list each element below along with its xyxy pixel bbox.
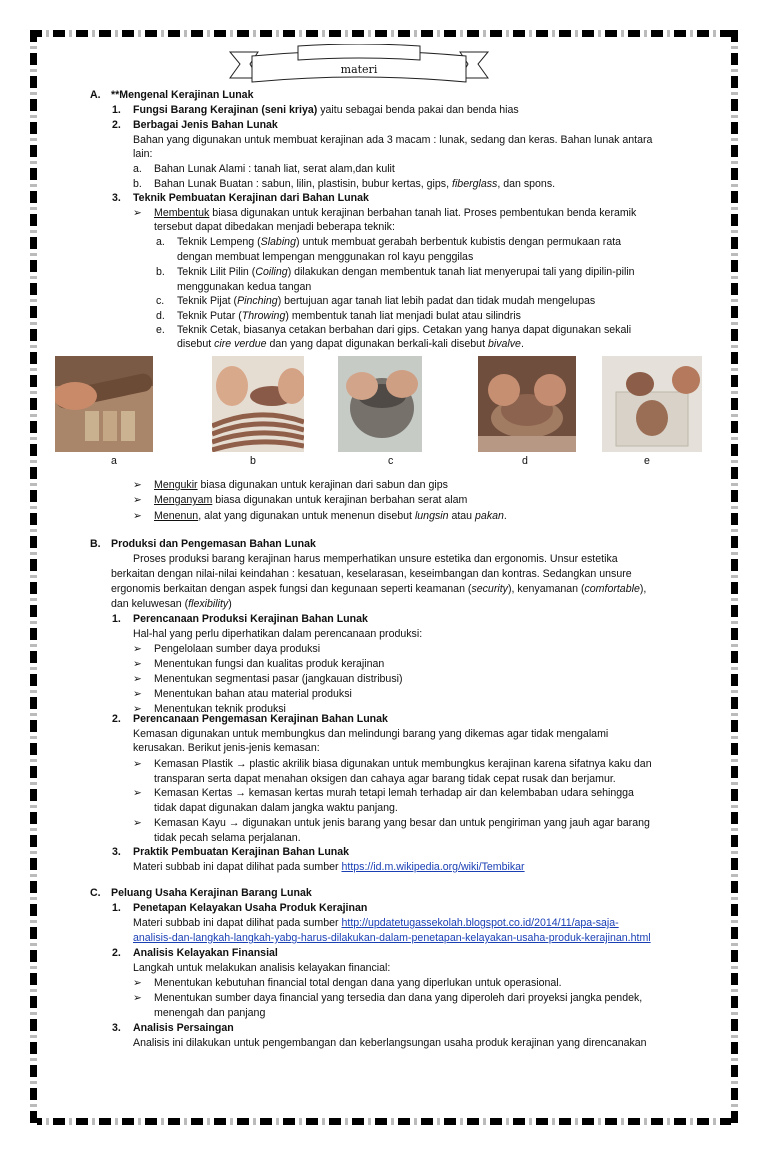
b-para-l4-i: flexibility [188, 598, 229, 610]
banner-title: materi [340, 63, 378, 76]
a-item2-b-mark: b. [133, 178, 142, 190]
menenun-item [154, 509, 507, 524]
b-item3-title: Praktik Pembuatan Kerajinan Bahan Lunak [133, 846, 350, 858]
photo-casting-graphic [602, 356, 702, 452]
bullet-item: Menentukan fungsi dan kualitas produk kerajinan [154, 658, 385, 670]
c-item2-intro: Langkah untuk melakukan analisis kelayakan financial: [133, 962, 391, 974]
section-a-heading: **Mengenal Kerajinan Lunak [111, 89, 254, 101]
b-item1-title: Perencanaan Produksi Kerajinan Bahan Lunak [133, 613, 368, 625]
mengukir-text: biasa digunakan untuk kerajinan dari sabun dan gips [197, 479, 448, 491]
c-item1-num: 1. [112, 902, 121, 914]
photo-pinching [338, 356, 422, 452]
membentuk-term: Membentuk [154, 207, 210, 219]
c-item3-title: Analisis Persaingan [133, 1022, 234, 1034]
section-a-marker: A. [90, 89, 101, 101]
blogspot-link-part1[interactable]: http://updatetugassekolah.blogspot.co.id/2014/11/apa-saja- [341, 917, 619, 929]
a-item1-text [133, 103, 519, 118]
c-item2-b1: Menentukan kebutuhan financial total dengan dana yang diperlukan untuk operasional. [154, 977, 562, 989]
tech-e-mid: dan yang dapat digunakan berkali-kali disebut [266, 338, 488, 350]
wikipedia-link[interactable]: https://id.m.wikipedia.org/wiki/Tembikar [341, 861, 525, 873]
a-item1-num: 1. [112, 104, 121, 116]
c-item1-link-line2 [133, 931, 651, 946]
technique-pre: Teknik Lempeng ( [177, 236, 261, 248]
technique-continuation: dengan membuat lempengan menggunakan rol kayu penggilas [177, 251, 474, 263]
page-border-right [731, 30, 738, 1125]
menenun-ital2: pakan [475, 510, 504, 522]
technique-ital: Coiling [255, 266, 288, 278]
mengukir-arrow-icon: ➢ [133, 479, 142, 491]
caption-c: c [388, 455, 394, 467]
b-item1-intro: Hal-hal yang perlu diperhatikan dalam perencanaan produksi: [133, 628, 423, 640]
technique-post: ) untuk membuat gerabah berbentuk kubistis dengan permukaan rata [295, 236, 622, 248]
a-item2-title: Berbagai Jenis Bahan Lunak [133, 119, 278, 131]
membentuk-arrow-icon: ➢ [133, 207, 142, 219]
technique-ital: Pinching [237, 295, 278, 307]
menenun-post: . [503, 510, 507, 522]
kayu-line2: tidak pecah selama perjalanan. [154, 832, 301, 844]
c-item3-text: Analisis ini dilakukan untuk pengembangan dan keberlangsungan usaha produk kerajinan yang direncanakan [133, 1037, 647, 1049]
section-c-heading: Peluang Usaha Kerajinan Barang Lunak [111, 887, 312, 899]
b-para-l3-i2: comfortable [584, 583, 640, 595]
menganyam-arrow-icon: ➢ [133, 494, 142, 506]
caption-e: e [644, 455, 650, 467]
page-border-bottom [30, 1118, 738, 1125]
membentuk-text: biasa digunakan untuk kerajinan berbahan tanah liat. Proses pembentukan benda keramik [209, 207, 637, 219]
tech-e-ital2: bivalve [487, 338, 521, 350]
c-item2-b2-line2: menengah dan panjang [154, 1007, 266, 1019]
technique-pre: Teknik Pijat ( [177, 295, 238, 307]
technique-mark: d. [156, 310, 165, 322]
page-border-top [30, 30, 738, 37]
technique-continuation: menggunakan kedua tangan [177, 281, 312, 293]
kayu-line1: Kemasan Kayu → digunakan untuk jenis barang yang besar dan untuk pengiriman yang jauh agar barang [154, 817, 650, 829]
b-para-l3-post: ), [639, 583, 647, 595]
bullet-item: Pengelolaan sumber daya produksi [154, 643, 321, 655]
technique-pre: Teknik Cetak, biasanya cetakan berbahan dari gips. Cetakan yang hanya dapat digunakan sekali [177, 324, 632, 336]
a-item3-num: 3. [112, 192, 121, 204]
c-item1-text [133, 916, 619, 931]
menenun-ital1: lungsin [414, 510, 449, 522]
photo-coiling [212, 356, 304, 452]
membentuk-line1 [154, 206, 636, 221]
c-item1-pre: Materi subbab ini dapat dilihat pada sumber [133, 917, 342, 929]
a-item2-b-text [154, 177, 555, 192]
photo-pinching-graphic [338, 356, 422, 452]
kertas-arrow-icon: ➢ [133, 787, 142, 799]
technique-mark: c. [156, 295, 165, 307]
bullet-arrow-icon: ➢ [133, 643, 142, 655]
technique-item [177, 235, 621, 250]
a-item1-rest: yaitu sebagai benda pakai dan benda hias [317, 104, 519, 116]
technique-ital: Throwing [241, 310, 286, 322]
b-para-line1: Proses produksi barang kerajinan harus memperhatikan unsure estetika dan ergonomis. Unsur estetika [133, 553, 618, 565]
menenun-pre: , alat yang digunakan untuk menenun disebut [198, 510, 415, 522]
a-item2-b-pre: Bahan Lunak Buatan : sabun, lilin, plastisin, bubur kertas, gips, [154, 178, 452, 190]
bullet-item: Menentukan bahan atau material produksi [154, 688, 352, 700]
caption-d: d [522, 455, 528, 467]
photo-casting [602, 356, 702, 452]
tech-e-post: . [520, 338, 524, 350]
plastik-arrow-icon: ➢ [133, 758, 142, 770]
b-para-l4-post: ) [228, 598, 232, 610]
technique-mark: e. [156, 324, 165, 336]
c-item1-title: Penetapan Kelayakan Usaha Produk Kerajinan [133, 902, 368, 914]
page-border-left [30, 30, 37, 1125]
section-c-marker: C. [90, 887, 101, 899]
menenun-arrow-icon: ➢ [133, 510, 142, 522]
menganyam-item [154, 493, 467, 508]
b-item2-title: Perencanaan Pengemasan Kerajinan Bahan Lunak [133, 713, 388, 725]
technique-item [177, 323, 631, 338]
technique-item [177, 265, 635, 280]
c-item3-num: 3. [112, 1022, 121, 1034]
b-item3-pre: Materi subbab ini dapat dilihat pada sumber [133, 861, 342, 873]
photo-slabbing-graphic [55, 356, 153, 452]
technique-pre: Teknik Putar ( [177, 310, 242, 322]
a-item2-a-text: Bahan Lunak Alami : tanah liat, serat alam,dan kulit [154, 163, 395, 175]
a-item2-line2: lain: [133, 148, 153, 160]
c-item2-b2-line1: Menentukan sumber daya financial yang tersedia dan dana yang diperoleh dari proyeksi jangka pendek, [154, 992, 643, 1004]
b-item3-text [133, 860, 525, 875]
b-para-line3 [111, 582, 646, 597]
a-item1-bold: Fungsi Barang Kerajinan (seni kriya) [133, 104, 318, 116]
b-item2-line1: Kemasan digunakan untuk membungkus dan melindungi barang yang dikemas agar tidak mengalami [133, 728, 609, 740]
tech-e-ital1: cire verdue [214, 338, 267, 350]
bullet-arrow-icon: ➢ [133, 673, 142, 685]
c-item2-b2-arrow-icon: ➢ [133, 992, 142, 1004]
photo-slabbing [55, 356, 153, 452]
photo-coiling-graphic [212, 356, 304, 452]
b-item2-line2: kerusakan. Berikut jenis-jenis kemasan: [133, 742, 320, 754]
section-b-marker: B. [90, 538, 101, 550]
b-para-l3-pre: ergonomis berkaitan dengan aspek fungsi dan kegunaan seperti keamanan ( [111, 583, 472, 595]
kertas-line2: tidak dapat digunakan dalam jangka waktu panjang. [154, 802, 398, 814]
technique-ital: Slabing [260, 236, 296, 248]
a-item2-line1: Bahan yang digunakan untuk membuat kerajinan ada 3 macam : lunak, sedang dan keras. Bahan lunak antara [133, 134, 653, 146]
b-para-l4-pre: dan keluwesan ( [111, 598, 189, 610]
technique-post: ) bertujuan agar tanah liat lebih padat dan tidak mudah mengelupas [277, 295, 596, 307]
b-para-l3-mid: ), kenyamanan ( [507, 583, 585, 595]
plastik-line2: transparan serta dapat menahan oksigen dan cahaya agar barang tidak cepat rusak dan berjamur. [154, 773, 616, 785]
technique-item [177, 294, 595, 309]
bullet-arrow-icon: ➢ [133, 688, 142, 700]
caption-b: b [250, 455, 256, 467]
kayu-arrow-icon: ➢ [133, 817, 142, 829]
c-item2-num: 2. [112, 947, 121, 959]
c-item2-title: Analisis Kelayakan Finansial [133, 947, 278, 959]
bullet-arrow-icon: ➢ [133, 703, 142, 715]
mengukir-item [154, 478, 448, 493]
membentuk-line2: tersebut dapat dibedakan menjadi beberapa teknik: [154, 221, 395, 233]
a-item3-title: Teknik Pembuatan Kerajinan dari Bahan Lunak [133, 192, 369, 204]
b-para-line2: berkaitan dengan nilai-nilai keindahan : kesatuan, keselarasan, keseimbangan dan kontras. Sedangkan unsure [111, 568, 632, 580]
menganyam-term: Menganyam [154, 494, 213, 506]
b-item2-num: 2. [112, 713, 121, 725]
b-para-l3-i1: security [471, 583, 508, 595]
b-item3-num: 3. [112, 846, 121, 858]
bullet-item: Menentukan segmentasi pasar (jangkauan distribusi) [154, 673, 403, 685]
technique-item [177, 309, 521, 324]
a-item2-a-mark: a. [133, 163, 142, 175]
mengukir-term: Mengukir [154, 479, 198, 491]
menenun-term: Menenun [154, 510, 199, 522]
bullet-arrow-icon: ➢ [133, 658, 142, 670]
c-item2-b1-arrow-icon: ➢ [133, 977, 142, 989]
title-banner [228, 44, 490, 86]
menganyam-text: biasa digunakan untuk kerajinan berbahan serat alam [212, 494, 468, 506]
caption-a: a [111, 455, 117, 467]
technique-post: ) membentuk tanah liat menjadi bulat atau silindris [285, 310, 521, 322]
blogspot-link-part2[interactable]: analisis-dan-langkah-langkah-yabg-harus-dilakukan-dalam-penetapan-kelayakan-usaha-produk-kerajinan.html [133, 932, 651, 944]
photo-throwing [478, 356, 576, 452]
a-item2-b-post: , dan spons. [497, 178, 556, 190]
technique-pre: Teknik Lilit Pilin ( [177, 266, 256, 278]
section-b-heading: Produksi dan Pengemasan Bahan Lunak [111, 538, 316, 550]
a-item2-b-ital: fiberglass [452, 178, 498, 190]
b-item1-num: 1. [112, 613, 121, 625]
bullet-item: Menentukan teknik produksi [154, 703, 286, 715]
menenun-mid: atau [448, 510, 476, 522]
tech-e-pre: disebut [177, 338, 215, 350]
technique-mark: b. [156, 266, 165, 278]
technique-mark: a. [156, 236, 165, 248]
kertas-line1: Kemasan Kertas → kemasan kertas murah tetapi lemah terhadap air dan kelembaban udara sehingga [154, 787, 634, 799]
photo-throwing-graphic [478, 356, 576, 452]
technique-post: ) dilakukan dengan membentuk tanah liat menyerupai tali yang dipilin-pilin [287, 266, 635, 278]
b-para-line4 [111, 597, 232, 612]
a-item2-num: 2. [112, 119, 121, 131]
plastik-line1: Kemasan Plastik → plastic akrilik biasa digunakan untuk membungkus kerajinan karena sifatnya kaku dan [154, 758, 652, 770]
technique-e-cont [177, 337, 524, 352]
